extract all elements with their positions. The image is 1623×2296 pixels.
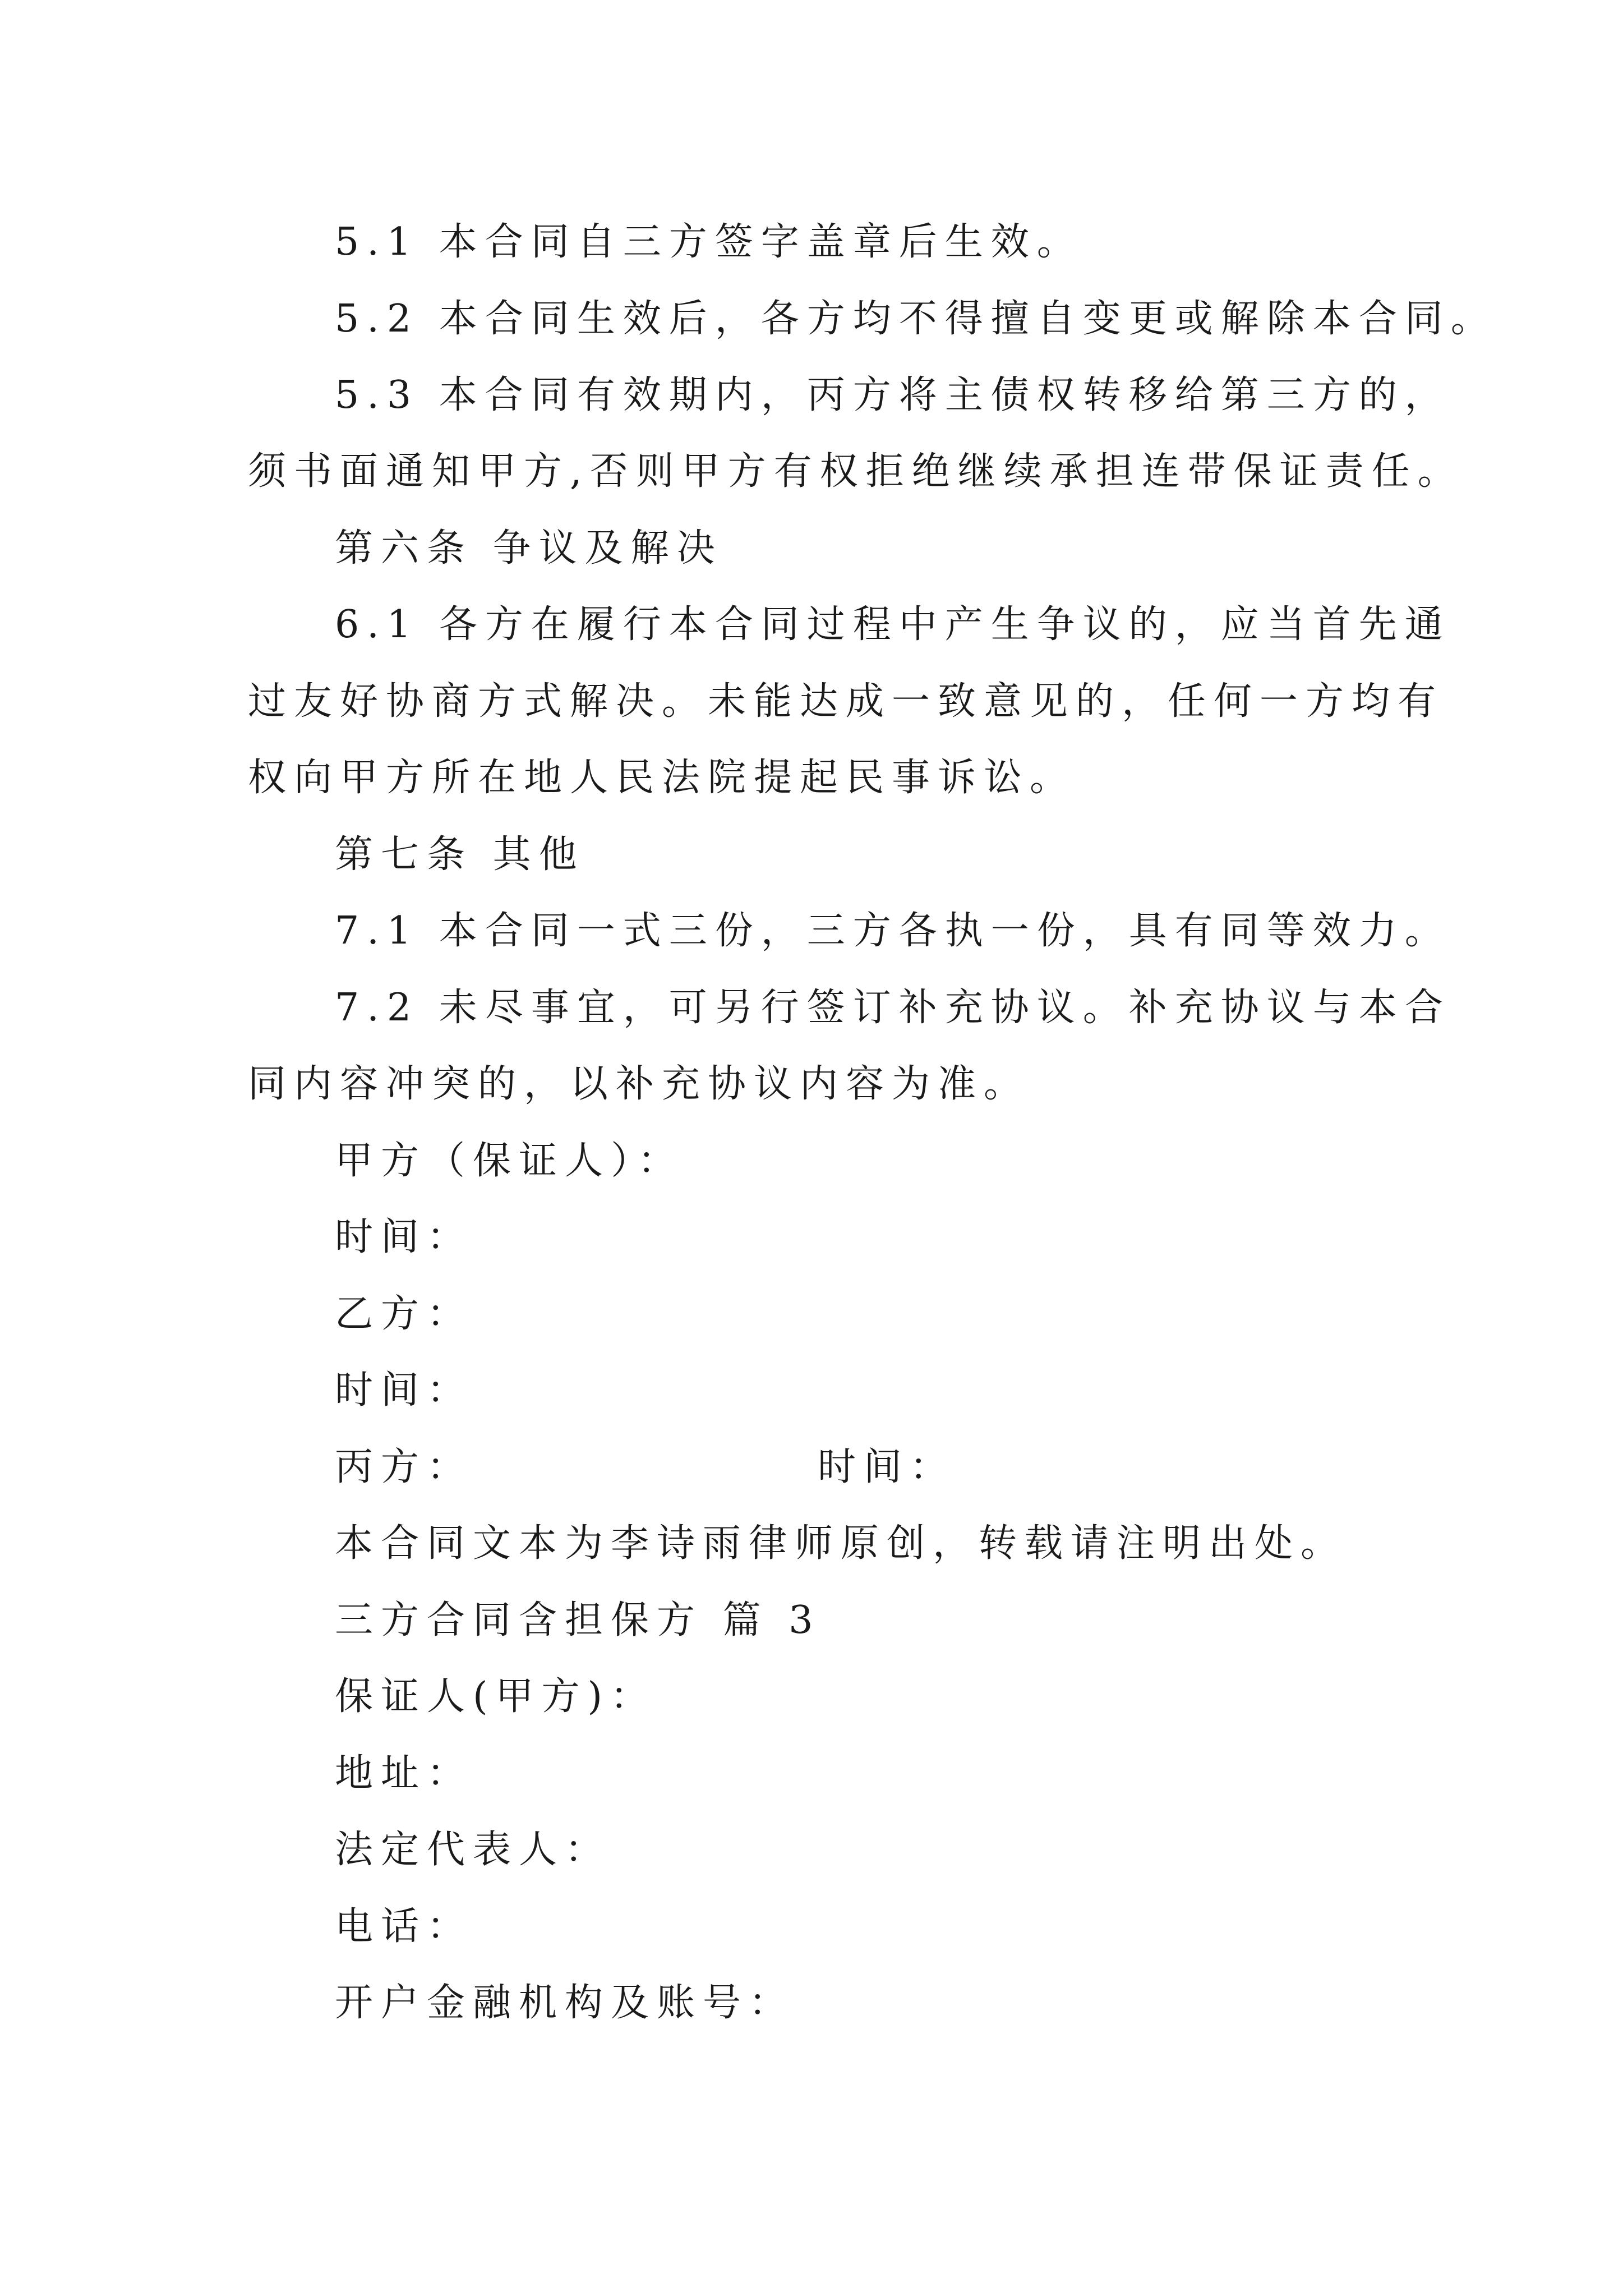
party-c-time-label: 时间：: [818, 1445, 956, 1489]
article-7-heading: 第七条 其他: [335, 832, 585, 877]
party-a-label: 甲方（保证人）：: [335, 1139, 684, 1183]
bank-account-label: 开户金融机构及账号：: [335, 1981, 795, 2025]
legal-rep-label: 法定代表人：: [335, 1828, 611, 1872]
phone-label: 电话：: [335, 1904, 473, 1949]
clause-6-1-cont-2: 权向甲方所在地人民法院提起民事诉讼。: [248, 756, 1076, 800]
clause-6-1-cont-1: 过友好协商方式解决。未能达成一致意见的，任何一方均有: [248, 679, 1444, 724]
clause-5-1: 5.1 本合同自三方签字盖章后生效。: [335, 220, 1083, 264]
party-b-label: 乙方：: [335, 1292, 473, 1336]
party-b-time-label: 时间：: [335, 1368, 473, 1412]
section-title: 三方合同含担保方 篇 3: [335, 1598, 821, 1642]
article-6-heading: 第六条 争议及解决: [335, 526, 723, 570]
party-c-label: 丙方：: [335, 1445, 473, 1489]
clause-6-1: 6.1 各方在履行本合同过程中产生争议的，应当首先通: [335, 602, 1451, 647]
clause-5-2: 5.2 本合同生效后，各方均不得擅自变更或解除本合同。: [335, 297, 1497, 341]
clause-7-2: 7.2 未尽事宜，可另行签订补充协议。补充协议与本合: [335, 986, 1451, 1030]
clause-5-3: 5.3 本合同有效期内，丙方将主债权转移给第三方的，: [335, 373, 1451, 417]
address-label: 地址：: [335, 1751, 473, 1796]
party-a-time-label: 时间：: [335, 1215, 473, 1259]
clause-7-1: 7.1 本合同一式三份，三方各执一份，具有同等效力。: [335, 909, 1451, 953]
copyright-note: 本合同文本为李诗雨律师原创，转载请注明出处。: [335, 1521, 1347, 1566]
clause-7-2-cont: 同内容冲突的，以补充协议内容为准。: [248, 1062, 1030, 1106]
guarantor-label: 保证人(甲方)：: [335, 1674, 657, 1719]
clause-5-3-cont: 须书面通知甲方,否则甲方有权拒绝继续承担连带保证责任。: [248, 449, 1464, 494]
